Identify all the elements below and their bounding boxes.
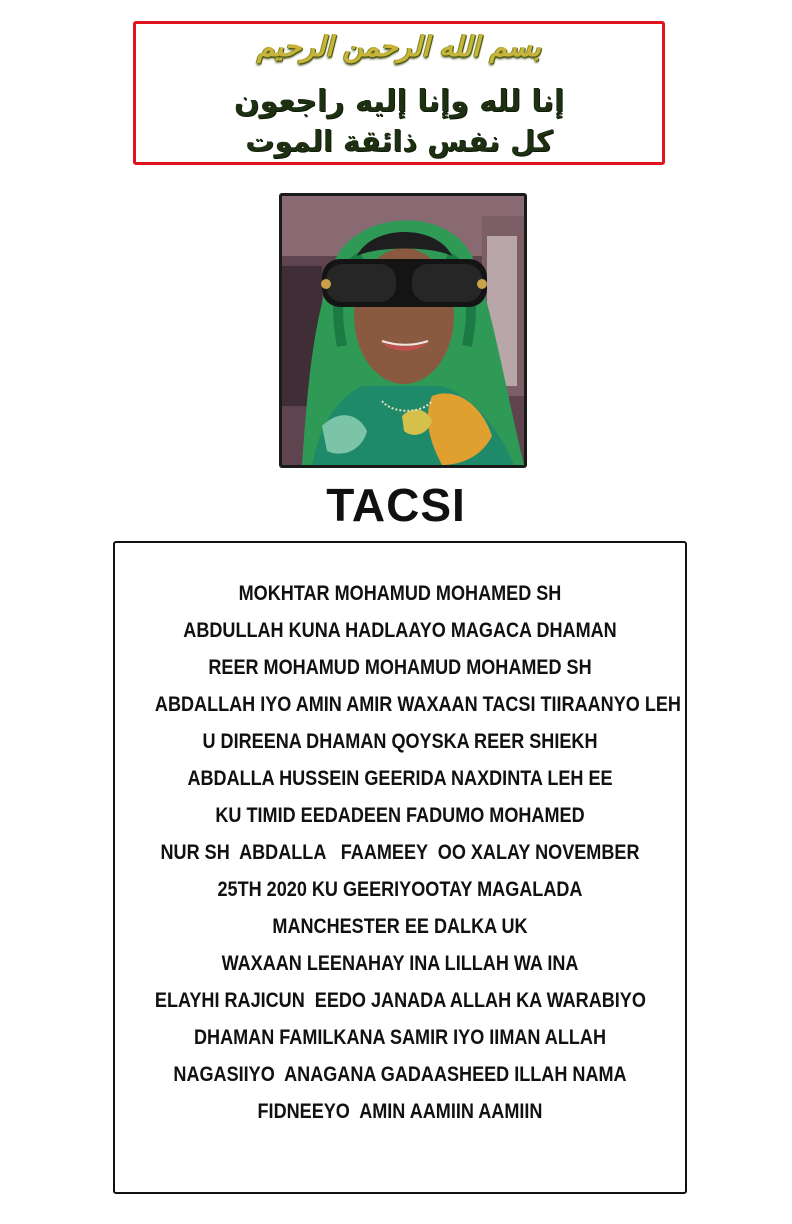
basmala-calligraphy: بسم الله الرحمن الرحيم [257,30,541,63]
message-line: DHAMAN FAMILKANA SAMIR IYO IIMAN ALLAH [193,1026,606,1049]
message-line: ABDALLA HUSSEIN GEERIDA NAXDINTA LEH EE [187,767,613,790]
condolence-message [115,575,685,1130]
portrait-photo-frame [279,193,527,468]
arabic-header-box [133,21,665,165]
arabic-verse-kullu-nafs: كل نفس ذائقة الموت [245,124,553,158]
message-line: ABDALLAH IYO AMIN AMIR WAXAAN TACSI TIIRAANYO LEH [154,693,681,716]
message-line: 25TH 2020 KU GEERIYOOTAY MAGALADA [217,878,583,901]
message-line: ABDULLAH KUNA HADLAAYO MAGACA DHAMAN [183,619,617,642]
message-line: MANCHESTER EE DALKA UK [272,915,528,938]
arabic-verse-inna-lillah: إنا لله وإنا إليه راجعون [233,84,565,119]
message-line: NUR SH ABDALLA FAAMEEY OO XALAY NOVEMBER [160,841,640,864]
portrait-photo [282,196,524,465]
message-line: MOKHTAR MOHAMUD MOHAMED SH [238,582,562,605]
message-line: NAGASIIYO ANAGANA GADAASHEED ILLAH NAMA [173,1063,627,1086]
message-line: WAXAAN LEENAHAY INA LILLAH WA INA [221,952,579,975]
page-title: TACSI [326,479,466,531]
message-line: REER MOHAMUD MOHAMUD MOHAMED SH [208,656,592,679]
message-line: KU TIMID EEDADEEN FADUMO MOHAMED [215,804,585,827]
message-line: ELAYHI RAJICUN EEDO JANADA ALLAH KA WARABIYO [154,989,646,1012]
message-line: U DIREENA DHAMAN QOYSKA REER SHIEKH [202,730,598,753]
message-line: FIDNEEYO AMIN AAMIIN AAMIIN [257,1100,543,1123]
condolence-message-box [113,541,687,1194]
